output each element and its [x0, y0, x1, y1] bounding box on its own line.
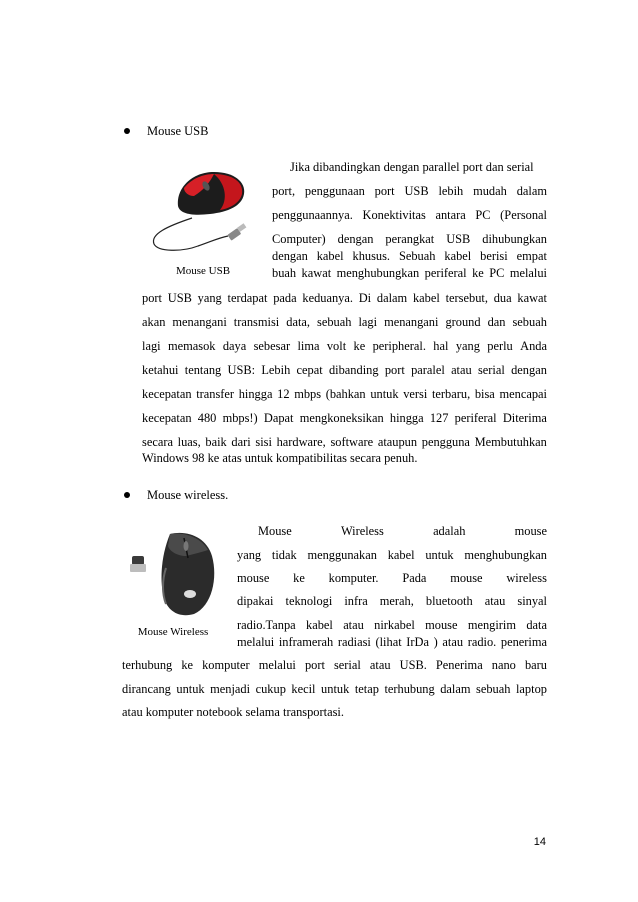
page-number: 14: [533, 836, 546, 848]
bullet-label: Mouse USB: [147, 124, 209, 138]
text-line: kecepatan transfer hingga 12 mbps (bahkan untuk versi terbaru, bisa mencapai: [142, 387, 547, 401]
text-line: lagi memasok daya sebesar lima volt ke peripheral. hal yang perlu Anda: [142, 339, 547, 353]
text-line: Mouse Wireless adalah mouse: [258, 524, 547, 538]
text-line: kecepatan 480 mbps!) Dapat mengkoneksikan hingga 127 periferal Diterima: [142, 411, 547, 425]
text-line: Windows 98 ke atas untuk kompatibilitas secara penuh.: [142, 451, 418, 465]
text-line: Jika dibandingkan dengan parallel port dan serial: [290, 160, 534, 174]
text-line: dipakai teknologi infra merah, bluetooth atau sinyal: [237, 594, 547, 608]
text-line: port, penggunaan port USB lebih mudah dalam: [272, 184, 547, 198]
bullet-icon: [124, 492, 130, 498]
text-line: ketahui tentang USB: Lebih cepat dibanding port paralel atau serial dengan: [142, 363, 547, 377]
text-line: yang tidak menggunakan kabel untuk menghubungkan: [237, 548, 547, 562]
text-line: mouse ke komputer. Pada mouse wireless: [237, 571, 547, 585]
text-line: radio.Tanpa kabel atau nirkabel mouse mengirim data: [237, 618, 547, 632]
mouse-wireless-image: [122, 528, 224, 620]
text-line: penggunaannya. Konektivitas antara PC (Personal: [272, 208, 547, 222]
text-line: buah kawat menghubungkan periferal ke PC melalui: [272, 266, 547, 280]
bullet-label: Mouse wireless.: [147, 488, 229, 502]
text-line: atau komputer notebook selama transportasi.: [122, 705, 344, 719]
text-line: terhubung ke komputer melalui port serial atau USB. Penerima nano baru: [122, 658, 547, 672]
mouse-usb-image: [148, 168, 260, 256]
text-line: melalui inframerah radiasi (lihat IrDa ) atau radio. penerima: [237, 635, 547, 649]
figure-caption: Mouse USB: [175, 265, 231, 277]
usb-mouse-icon: [148, 168, 260, 256]
text-line: Computer) dengan perangkat USB dihubungkan: [272, 232, 547, 246]
text-line: dirancang untuk menjadi cukup kecil untuk tetap terhubung dalam sebuah laptop: [122, 682, 547, 696]
text-line: dengan kabel khusus. Sebuah kabel berisi empat: [272, 249, 547, 263]
text-line: port USB yang terdapat pada keduanya. Di dalam kabel tersebut, dua kawat: [142, 291, 547, 305]
wireless-mouse-icon: [122, 528, 224, 620]
figure-caption: Mouse Wireless: [137, 626, 209, 638]
text-line: secara luas, baik dari sisi hardware, software ataupun pengguna Membutuhkan: [142, 435, 547, 449]
text-line: akan menangani transmisi data, sebuah lagi menangani ground dan sebuah: [142, 315, 547, 329]
bullet-icon: [124, 128, 130, 134]
